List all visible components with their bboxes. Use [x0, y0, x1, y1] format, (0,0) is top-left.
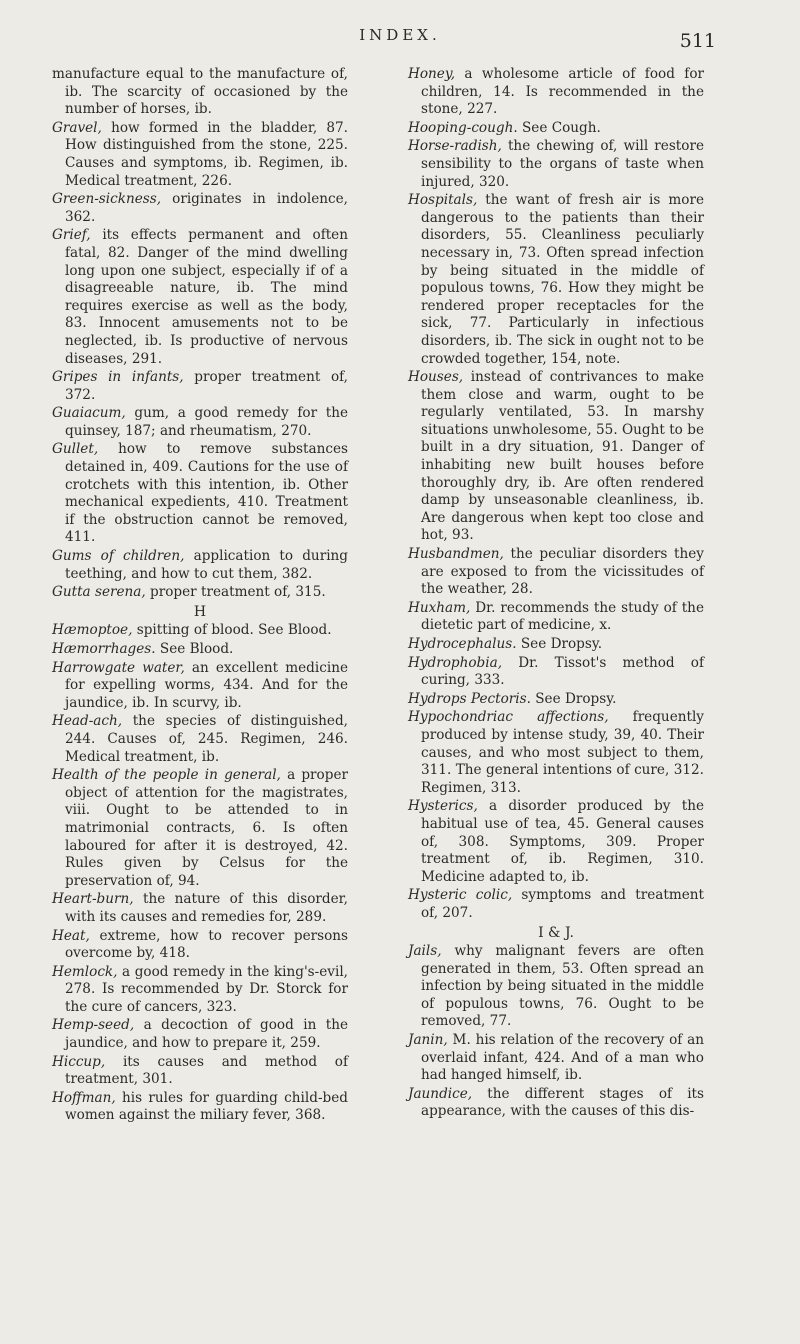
index-entry	[52, 713, 348, 766]
entry-heading: Heart-burn,	[52, 891, 134, 908]
entry-heading: Houses,	[408, 369, 464, 386]
entry-heading: Gravel,	[52, 119, 102, 136]
entry-heading: Hæmorrhages.	[52, 641, 156, 657]
entry-heading: Guaiacum,	[52, 405, 126, 422]
entry-text: proper treatment of, 315.	[145, 584, 326, 601]
index-entry	[408, 798, 704, 886]
entry-heading: Hysterics,	[408, 798, 478, 815]
running-head: INDEX.	[359, 26, 441, 44]
letter-heading: I & J.	[538, 924, 574, 941]
entry-heading: Health of the people in general,	[52, 767, 281, 784]
entry-text: See Dropsy.	[516, 636, 603, 652]
entry-text: a wholesome article of food for children, 14. Is recommended in the stone, 227.	[421, 66, 704, 118]
index-entry	[52, 66, 348, 119]
entry-heading: Hypochondriac affections,	[408, 709, 609, 726]
entry-text: See Dropsy.	[530, 690, 617, 707]
index-entry	[408, 66, 704, 119]
index-entry	[52, 767, 348, 890]
entry-heading: Hooping-cough.	[408, 119, 518, 136]
entry-text: how formed in the bladder, 87. How distinguished from the stone, 225. Causes and symptoms, ib. Regimen, ib. Medical treatment, 226.	[65, 119, 348, 189]
index-entry	[52, 641, 348, 659]
index-entry	[52, 1054, 348, 1089]
entry-heading: Hemlock,	[52, 963, 118, 980]
entry-text: symptoms and treatment of, 207.	[421, 887, 704, 921]
entry-heading: Gullet,	[52, 441, 99, 458]
entry-heading: Heat,	[52, 927, 90, 944]
entry-text: the different stages of its appearance, with the causes of this dis-	[421, 1085, 704, 1120]
entry-text: manufacture equal to the manufacture of, ib. The scarcity of occasioned by the number of horses, ib.	[52, 66, 348, 118]
entry-heading: Head-ach,	[52, 713, 123, 730]
entry-heading: Grief,	[52, 227, 91, 244]
index-entry	[52, 891, 348, 926]
index-entry	[408, 192, 704, 368]
index-entry	[408, 887, 704, 922]
index-entry	[52, 660, 348, 713]
index-entry	[408, 1032, 704, 1085]
entry-heading: Hospitals,	[408, 192, 478, 209]
entry-heading: Gutta serena,	[52, 584, 146, 601]
index-entry	[52, 1090, 348, 1125]
entry-heading: Gripes in infants,	[52, 369, 184, 386]
index-entry	[408, 138, 704, 191]
entry-text: See Blood.	[155, 641, 234, 657]
index-entry	[408, 636, 704, 654]
entry-text: the chewing of, will restore sensibility to the organs of taste when injured, 320.	[421, 138, 704, 190]
index-entry	[52, 191, 348, 226]
entry-text: a disorder produced by the habitual use of tea, 45. General causes of, 308. Symptoms, 309. Proper treatment of, ib. Regimen, 310. Medicine adapted to, ib.	[421, 798, 704, 885]
index-entry	[52, 369, 348, 404]
index-entry	[52, 548, 348, 583]
entry-text: its causes and method of treatment, 301.	[65, 1053, 348, 1088]
entry-text: how to remove substances detained in, 409. Cautions for the use of crotchets with this intention, ib. Other mechanical expedients, 410. Treatment if the obstruction cannot be removed, 411.	[65, 441, 348, 546]
entry-text: the species of distinguished, 244. Causes of, 245. Regimen, 246. Medical treatment, ib.	[65, 713, 348, 765]
entry-text: instead of contrivances to make them close and warm, ought to be regularly ventilated, 53. In marshy situations unwholesome, 55. Ought to be built in a dry situation, 91. Danger of inhabiting new built houses before thoroughly dry, ib. Are often rendered damp by unseasonable cleanliness, ib. Are dangerous when kept too close and hot, 93.	[421, 369, 704, 544]
entry-heading: Hydrocephalus.	[408, 636, 517, 652]
entry-heading: Hydrophobia,	[408, 654, 503, 671]
entry-text: gum, a good remedy for the quinsey, 187; and rheumatism, 270.	[65, 405, 348, 439]
entry-heading: Horse-radish,	[408, 138, 502, 155]
entry-heading: Hoffman,	[52, 1089, 116, 1106]
entry-text: the peculiar disorders they are exposed to from the vicissitudes of the weather, 28.	[421, 546, 704, 598]
entry-text: Dr. Tissot's method of curing, 333.	[421, 654, 704, 689]
index-entry	[408, 1086, 704, 1121]
index-entry	[52, 227, 348, 368]
entry-text: application to during teething, and how to cut them, 382.	[65, 548, 348, 582]
entry-heading: Huxham,	[408, 599, 471, 616]
entry-heading: Hysteric colic,	[408, 887, 513, 904]
index-entry	[52, 584, 348, 602]
left-column	[52, 66, 348, 1126]
entry-text: an excellent medicine for expelling worms, 434. And for the jaundice, ib. In scurvy, ib.	[65, 659, 348, 711]
index-entry	[52, 441, 348, 547]
entry-heading: Green-sickness,	[52, 191, 162, 208]
entry-heading: Janin,	[408, 1032, 448, 1049]
entry-text: a proper object of attention for the magistrates, viii. Ought to be attended to in matrimonial contracts, 6. Is often laboured for after it is destroyed, 42. Rules given by Celsus for the preservation of, 94.	[65, 767, 348, 889]
index-entry	[52, 1017, 348, 1052]
entry-heading: Jails,	[408, 943, 442, 960]
entry-text: Dr. recommends the study of the dietetic part of medicine, x.	[421, 599, 704, 634]
index-entry	[408, 691, 704, 709]
entry-text: frequently produced by intense study, 39, 40. Their causes, and who most subject to them, 311. The general intentions of cure, 312. Regimen, 313.	[421, 709, 704, 796]
entry-text: his rules for guarding child-bed women against the miliary fever, 368.	[65, 1089, 348, 1124]
entry-text: a decoction of good in the jaundice, and how to prepare it, 259.	[65, 1017, 348, 1052]
right-column	[408, 66, 704, 1122]
letter-heading: H	[193, 603, 207, 620]
entry-text: the want of fresh air is more dangerous to the patients than their disorders, 55. Cleanliness peculiarly necessary in, 73. Often spread infection by being situated in the middle of populous towns, 76. How they might be rendered proper receptacles for the sick, 77. Particularly in infectious disorders, ib. The sick in ought not to be crowded together, 154, note.	[421, 192, 704, 367]
entry-text: spitting of blood. See Blood.	[132, 622, 332, 639]
index-entry	[52, 622, 348, 640]
entry-heading: Honey,	[408, 66, 456, 82]
entry-text: its effects permanent and often fatal, 82. Danger of the mind dwelling long upon one subject, especially if of a disagreeable nature, ib. The mind requires exercise as well as the body, 83. Innocent amusements not to be neglected, ib. Is productive of nervous diseases, 291.	[65, 227, 348, 367]
entry-text: M. his relation of the recovery of an overlaid infant, 424. And of a man who had hanged himself, ib.	[421, 1032, 704, 1084]
index-entry	[408, 943, 704, 1031]
index-entry	[408, 709, 704, 797]
index-entry	[408, 600, 704, 635]
index-entry	[408, 655, 704, 690]
entry-text: proper treatment of, 372.	[65, 369, 348, 403]
index-entry	[408, 546, 704, 599]
entry-text: a good remedy in the king's-evil, 278. Is recommended by Dr. Storck for the cure of cancers, 323.	[65, 963, 348, 1015]
entry-heading: Jaundice,	[408, 1085, 473, 1102]
entry-text: the nature of this disorder, with its causes and remedies for, 289.	[65, 891, 348, 925]
entry-text: extreme, how to recover persons overcome by, 418.	[65, 927, 348, 962]
index-entry	[408, 369, 704, 545]
entry-heading: Hiccup,	[52, 1053, 106, 1070]
entry-heading: Hydrops Pectoris.	[408, 690, 531, 707]
index-entry	[52, 964, 348, 1017]
entry-text: why malignant fevers are often generated in them, 53. Often spread an infection by being situated in the middle of populous towns, 76. Ought to be removed, 77.	[421, 943, 704, 1030]
entry-heading: Husbandmen,	[408, 546, 504, 563]
page-number: 511	[679, 30, 716, 52]
index-entry	[52, 120, 348, 190]
entry-text: originates in indolence, 362.	[65, 191, 348, 225]
entry-text: See Cough.	[517, 119, 601, 136]
entry-heading: Harrowgate water,	[52, 659, 185, 676]
index-entry	[408, 120, 704, 138]
entry-heading: Hæmoptoe,	[52, 622, 133, 639]
index-entry	[52, 405, 348, 440]
index-entry	[52, 928, 348, 963]
entry-heading: Hemp-seed,	[52, 1017, 135, 1034]
entry-heading: Gums of children,	[52, 548, 185, 565]
